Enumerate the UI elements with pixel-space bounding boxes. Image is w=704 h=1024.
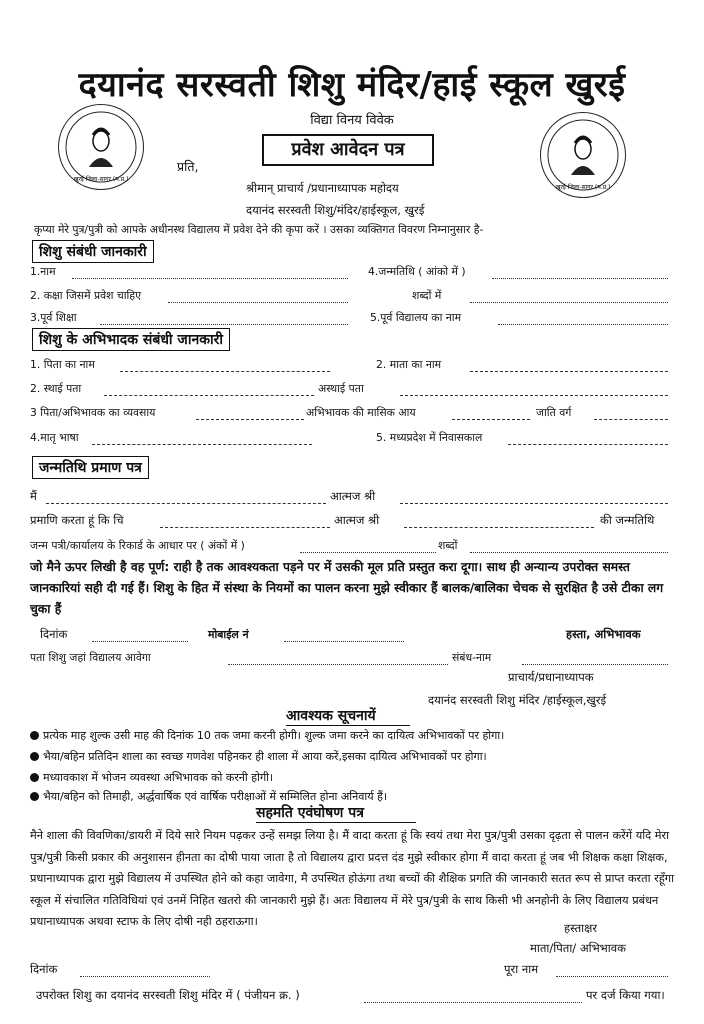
in-words-field[interactable] (470, 302, 668, 303)
saraswati-emblem-icon (59, 105, 143, 189)
mother-name-label: 2. माता का नाम (376, 358, 442, 371)
son-of-label: आत्मज श्री (330, 489, 376, 503)
bullet-icon (30, 792, 39, 801)
emblem-caption: खुरई जिला-सागर (म.प्र.) (555, 184, 611, 191)
consent-date-field[interactable] (80, 976, 210, 977)
notice-text: प्रत्येक माह शुल्क उसी माह की दिनांक 10 तक जमा करनी होगी। शुल्क जमा करने का दायित्व अभिभावकों पर होगा। (43, 729, 505, 742)
child-dob-label: 4.जन्मतिथि ( आंको में ) (368, 265, 466, 278)
child-name-field[interactable] (72, 278, 348, 279)
notices-heading: आवश्यक सूचनायें (286, 708, 376, 724)
mp-resident-label: 5. मध्यप्रदेश में निवासकाल (376, 431, 483, 444)
caste-label: जाति वर्ग (536, 406, 572, 419)
son-of-label-2: आत्मज श्री (334, 513, 380, 527)
declaration-text: जो मैने ऊपर लिखी है वह पूर्ण: राही है तक आवश्यकता पड़ने पर में उसकी मूल प्रति प्रस्तुत करा दूगा। साथ ही अन्यान्य उपरोक्त समस्त जानकारियां सही दी गई हैं। शिशु के हित में संस्था के नियमों का पालन करना मुझे स्वीकार हैं बालक/बालिका चेचक से सुरक्षित है उसे टीका लग चुका हैं (30, 560, 664, 616)
prev-school-label: 5.पूर्व विद्यालय का नाम (370, 311, 462, 324)
income-label: अभिभावक की मासिक आय (306, 406, 416, 419)
relation-field[interactable] (522, 664, 668, 665)
child-dob-field[interactable] (492, 278, 668, 279)
words-label: शब्दों (438, 539, 458, 552)
mobile-field[interactable] (284, 641, 404, 642)
registration-label: उपरोक्त शिशु का दयानंद सरस्वती शिशु मंदिर में ( पंजीयन क्र. ) (36, 988, 300, 1002)
school-address-label: पता शिशु जहां विद्यालय आवेगा (30, 651, 151, 664)
occupation-label: 3 पिता/अभिभावक का व्यवसाय (30, 406, 156, 419)
right-emblem-logo (540, 112, 626, 198)
address-line-1: श्रीमान् प्राचार्य /प्रधानाध्यापक महोदय (246, 181, 399, 195)
mother-name-field[interactable] (470, 371, 668, 372)
consent-heading-underline (256, 822, 416, 823)
bullet-icon (30, 773, 39, 782)
bullet-icon (30, 731, 39, 740)
school-address-field[interactable] (228, 664, 448, 665)
caste-field[interactable] (594, 419, 668, 420)
father-name-field[interactable] (120, 371, 330, 372)
mp-resident-field[interactable] (508, 444, 668, 445)
left-emblem-logo (58, 104, 144, 190)
guardian-section-heading: शिशु के अभिभादक संबंधी जानकारी (32, 328, 230, 351)
notice-text: भैया/बहिन प्रतिदिन शाला का स्वच्छ गणवेश पहिनकर ही शाला में आया करें,इसका दायित्व अभिभावकों पर होगा। (43, 750, 487, 763)
consent-date-label: दिनांक (30, 962, 58, 976)
request-text: कृप्या मेरे पुत्र/पुत्री को आपके अधीनस्थ विद्यालय में प्रवेश देने की कृपा करें । उसका व्यक्तिगत विवरण निम्नानुसार है- (34, 223, 484, 236)
temp-address-label: अस्थाई पता (318, 382, 364, 395)
emblem-caption: खुरई जिला-सागर (म.प्र.) (73, 176, 129, 183)
consent-text: मैने शाला की विवणिका/डायरी में दिये सारे नियम पढ़कर उन्हें समझ लिया है। मैं वादा करता हूं कि स्वयं तथा मेरा पुत्र/पुत्री उसका दृढ़ता से पालन करेंगें यदि मेरा पुत्र/पुत्री किसी प्रकार की अनुशासन हीनता का दोषी पाया जाता है तो विद्यालय द्वारा प्रदत्त दंड मुझे स्वीकार होगा मैं वादा करता हूं जब भी शिक्षक कक्षा शिक्षक, प्रधानाध्यापक द्वारा मुझे विद्यालय में उपस्थित होने को कहा जावेगा, मै उपस्थित होऊंगा तथा बच्चों की शैक्षिक प्रगति की जानकारी सतत रूप से प्राप्त करता रहूँगा स्कूल में संचालित गतिविधियां एवं उनमें निहित खतरो की जानकारी मुझे हैं। अतः विद्यालय में मेरे पुत्र/पुत्री के साथ किसी भी अनहोनी के लिए विद्यालय प्रबंधन प्रधानाध्यापक अथवा स्टाफ के लिए दोषी नही ठहराऊगा। (30, 829, 675, 928)
mother-tongue-label: 4.मातृ भाषा (30, 431, 79, 444)
consent-signature-label: हस्ताक्षर (564, 921, 598, 935)
date-field[interactable] (92, 641, 188, 642)
class-label: 2. कक्षा जिसमें प्रवेश चाहिए (30, 289, 142, 302)
certify-label: प्रमाणि करता हूं कि चि (30, 513, 124, 527)
records-label: जन्म पत्री/कार्यालय के रिकार्ड के आधार पर ( अंकों में ) (30, 539, 245, 552)
birth-section-heading: जन्मतिथि प्रमाण पत्र (32, 456, 149, 479)
consent-heading: सहमति एवंघोषण पत्र (256, 805, 364, 821)
address-line-2: दयानंद सरस्वती शिशु/मंदिर/हाईस्कूल, खुरई (246, 203, 425, 217)
child-father-field[interactable] (404, 527, 594, 528)
prev-edu-label: 3.पूर्व शिक्षा (30, 311, 77, 324)
school-name-title: दयानंद सरस्वती शिशु मंदिर/हाई स्कूल खुरई (78, 65, 626, 105)
consent-parent-label: माता/पिता/ अभिभावक (530, 941, 626, 955)
motto: विद्या विनय विवेक (310, 113, 394, 128)
notice-item (30, 749, 487, 764)
full-name-field[interactable] (556, 976, 668, 977)
dob-digits-field[interactable] (300, 552, 436, 553)
full-name-label: पूरा नाम (504, 962, 539, 976)
income-field[interactable] (452, 419, 530, 420)
in-words-label: शब्दों में (412, 289, 442, 302)
notices-heading-underline (286, 725, 410, 726)
principal-title: प्राचार्य/प्रधानाध्यापक (508, 670, 594, 684)
temp-address-field[interactable] (400, 395, 668, 396)
child-name-label: 1.नाम (30, 265, 56, 278)
prev-edu-field[interactable] (100, 324, 348, 325)
relation-label: संबंध-नाम (452, 651, 492, 664)
prev-school-field[interactable] (498, 324, 668, 325)
occupation-field[interactable] (196, 419, 304, 420)
dob-words-field[interactable] (470, 552, 668, 553)
dob-of-label: की जन्मतिथि (600, 513, 655, 527)
child-section-heading: शिशु संबंधी जानकारी (32, 240, 154, 263)
principal-school: दयानंद सरस्वती शिशु मंदिर /हाईस्कूल,खुरई (428, 693, 607, 707)
perm-address-label: 2. स्थाई पता (30, 382, 82, 395)
registered-label: पर दर्ज किया गया। (586, 988, 665, 1002)
declarant-name-field[interactable] (46, 503, 326, 504)
mother-tongue-field[interactable] (92, 444, 312, 445)
notice-item (30, 728, 504, 743)
notice-text: भैया/बहिन को तिमाही, अर्द्धवार्षिक एवं वार्षिक परीक्षाओं में सम्मिलित होना अनिवार्य हैं। (43, 790, 388, 803)
child-certify-field[interactable] (160, 527, 330, 528)
father-name-label: 1. पिता का नाम (30, 358, 95, 371)
notice-item (30, 789, 387, 804)
notice-item (30, 770, 273, 785)
saraswati-emblem-icon (541, 113, 625, 197)
class-field[interactable] (168, 302, 348, 303)
registration-number-field[interactable] (364, 1002, 582, 1003)
address-to: प्रति, (177, 159, 199, 174)
mobile-label: मोबाईल नं (208, 628, 249, 641)
bullet-icon (30, 752, 39, 761)
i-label: मैं (30, 489, 37, 503)
guardian-signature-label: हस्ता, अभिभावक (566, 627, 641, 641)
notice-text: मध्यावकाश में भोजन व्यवस्था अभिभावक को करनी होगी। (43, 771, 274, 784)
date-label: दिनांक (40, 627, 68, 641)
declarant-father-field[interactable] (400, 503, 668, 504)
form-title: प्रवेश आवेदन पत्र (262, 134, 434, 166)
perm-address-field[interactable] (104, 395, 314, 396)
